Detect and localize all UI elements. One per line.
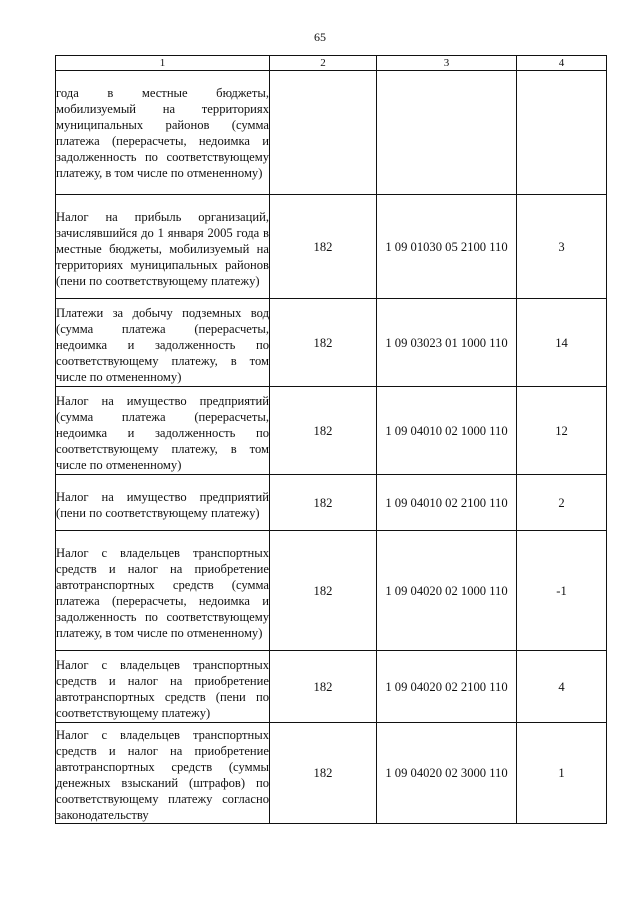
row-description: Налог на прибыль организаций, зачислявшийся до 1 января 2005 года в местные бюджеты, мобилизуемый на территориях муниципальных районов (пени по соответствующему платежу) — [56, 195, 270, 299]
row-admin-code: 182 — [270, 651, 377, 723]
row-budget-code: 1 09 04010 02 2100 110 — [377, 475, 517, 531]
row-budget-code: 1 09 01030 05 2100 110 — [377, 195, 517, 299]
row-admin-code: 182 — [270, 723, 377, 824]
header-col-4: 4 — [517, 56, 607, 71]
row-value: 4 — [517, 651, 607, 723]
row-value: 2 — [517, 475, 607, 531]
row-budget-code — [377, 71, 517, 195]
row-budget-code: 1 09 04020 02 3000 110 — [377, 723, 517, 824]
row-value: -1 — [517, 531, 607, 651]
row-value: 14 — [517, 299, 607, 387]
row-admin-code: 182 — [270, 475, 377, 531]
row-budget-code: 1 09 04020 02 2100 110 — [377, 651, 517, 723]
row-budget-code: 1 09 04010 02 1000 110 — [377, 387, 517, 475]
table-row — [56, 299, 607, 387]
row-description: Налог на имущество предприятий (сумма платежа (перерасчеты, недоимка и задолженность по соответствующему платежу, в том числе по отмененному) — [56, 387, 270, 475]
page-number: 65 — [314, 30, 326, 44]
row-value: 3 — [517, 195, 607, 299]
row-admin-code: 182 — [270, 299, 377, 387]
table-row — [56, 475, 607, 531]
table-row — [56, 531, 607, 651]
row-admin-code: 182 — [270, 195, 377, 299]
table-row — [56, 387, 607, 475]
row-budget-code: 1 09 03023 01 1000 110 — [377, 299, 517, 387]
table-row — [56, 651, 607, 723]
header-col-3: 3 — [377, 56, 517, 71]
header-col-2: 2 — [270, 56, 377, 71]
revenue-table — [55, 55, 607, 824]
row-description: года в местные бюджеты, мобилизуемый на территориях муниципальных районов (сумма платежа (перерасчеты, недоимка и задолженность по соответствующему платежу, в том числе по отмененному) — [56, 71, 270, 195]
row-description: Платежи за добычу подземных вод (сумма платежа (перерасчеты, недоимка и задолженность по соответствующему платежу, в том числе по отмененному) — [56, 299, 270, 387]
header-row — [56, 56, 607, 71]
row-description: Налог с владельцев транспортных средств и налог на приобретение автотранспортных средств (суммы денежных взысканий (штрафов) по соответствующему платежу согласно законодательству — [56, 723, 270, 824]
row-value — [517, 71, 607, 195]
table-row — [56, 71, 607, 195]
row-description: Налог на имущество предприятий (пени по соответствующему платежу) — [56, 475, 270, 531]
table-row — [56, 195, 607, 299]
row-admin-code — [270, 71, 377, 195]
row-description: Налог с владельцев транспортных средств и налог на приобретение автотранспортных средств (сумма платежа (перерасчеты, недоимка и задолженность по соответствующему платежу, в том числе по отмененному) — [56, 531, 270, 651]
row-description: Налог с владельцев транспортных средств и налог на приобретение автотранспортных средств (пени по соответствующему платежу) — [56, 651, 270, 723]
row-admin-code: 182 — [270, 531, 377, 651]
header-col-1: 1 — [56, 56, 270, 71]
row-budget-code: 1 09 04020 02 1000 110 — [377, 531, 517, 651]
row-value: 1 — [517, 723, 607, 824]
table-row — [56, 723, 607, 824]
row-admin-code: 182 — [270, 387, 377, 475]
row-value: 12 — [517, 387, 607, 475]
